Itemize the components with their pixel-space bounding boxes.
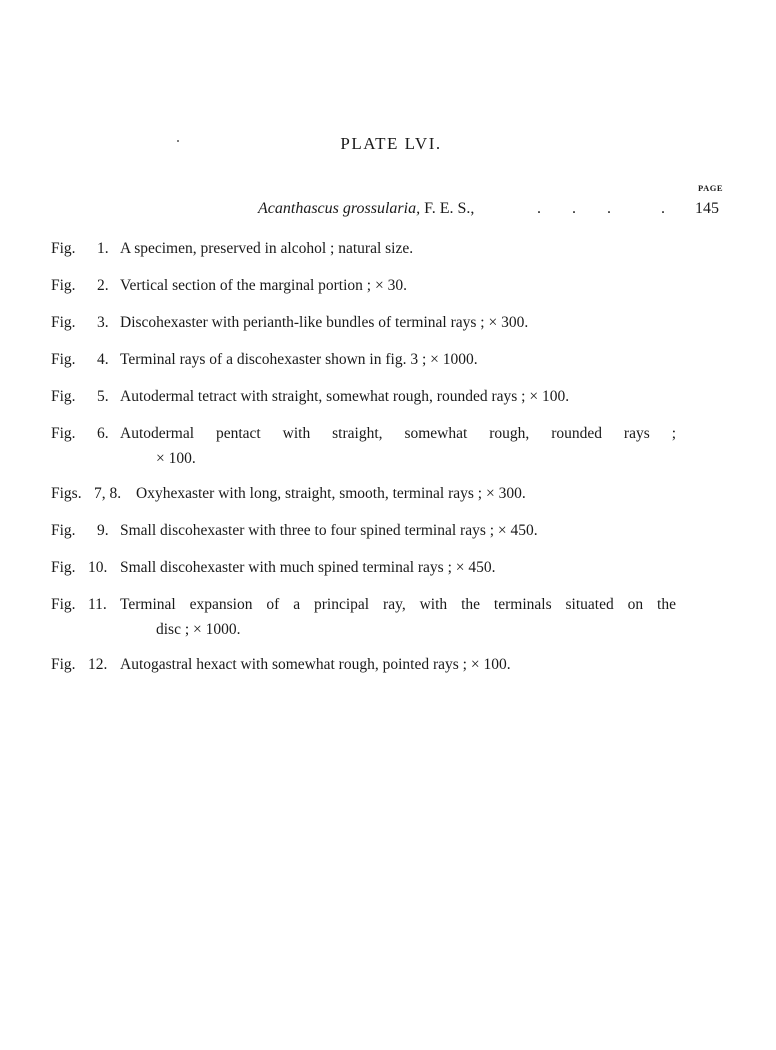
figure-number: 4. (97, 351, 109, 368)
figure-description: Discohexaster with perianth-like bundles of terminal rays ; × 300. (120, 314, 529, 331)
species-name-italic: Acanthascus grossularia, (258, 200, 421, 217)
leader-dot: . (661, 200, 665, 217)
figure-number: 12. (88, 656, 108, 673)
figure-caption (0, 384, 776, 409)
species-author: F. E. S., (420, 200, 475, 217)
plate-title: PLATE LVI. (340, 134, 442, 153)
leader-dot: . (537, 200, 541, 217)
figure-caption (0, 310, 776, 335)
figure-number: 2. (97, 277, 109, 294)
species-name (258, 200, 474, 218)
figure-description: Terminal rays of a discohexaster shown in fig. 3 ; × 1000. (120, 351, 478, 368)
figure-caption (0, 481, 776, 506)
figure-number: 7, 8. (94, 485, 122, 502)
figure-description: Small discohexaster with three to four spined terminal rays ; × 450. (120, 522, 538, 539)
figure-caption (0, 347, 776, 372)
figure-number: 1. (97, 240, 109, 257)
figure-description: Vertical section of the marginal portion ; × 30. (120, 277, 407, 294)
figure-description-continued: disc ; × 1000. (156, 621, 241, 638)
figure-number: 10. (88, 559, 108, 576)
figure-description: Oxyhexaster with long, straight, smooth, terminal rays ; × 300. (136, 485, 526, 502)
figure-label: Fig. (51, 388, 76, 405)
figure-description: Small discohexaster with much spined terminal rays ; × 450. (120, 559, 496, 576)
figure-description: Terminal expansion of a principal ray, with the terminals situated on the (120, 596, 676, 613)
figure-caption-list (0, 236, 776, 689)
figure-label: Fig. (51, 425, 76, 442)
figure-label: Fig. (51, 277, 76, 294)
figure-description-continued: × 100. (156, 450, 196, 467)
figure-label: Fig. (51, 314, 76, 331)
figure-number: 3. (97, 314, 109, 331)
page-column-label: PAGE (698, 183, 723, 193)
figure-caption (0, 236, 776, 261)
figure-label: Fig. (51, 656, 76, 673)
leader-dot: . (572, 200, 576, 217)
figure-caption (0, 421, 776, 471)
figure-caption (0, 592, 776, 642)
figure-description: A specimen, preserved in alcohol ; natural size. (120, 240, 414, 257)
figure-label: Fig. (51, 596, 76, 613)
figure-description: Autogastral hexact with somewhat rough, pointed rays ; × 100. (120, 656, 511, 673)
species-page-number: 145 (695, 200, 719, 217)
figure-label: Fig. (51, 240, 76, 257)
figure-caption (0, 555, 776, 580)
figure-description: Autodermal pentact with straight, somewhat rough, rounded rays ; (120, 425, 676, 442)
figure-description: Autodermal tetract with straight, somewhat rough, rounded rays ; × 100. (120, 388, 570, 405)
figure-label: Figs. (51, 485, 82, 502)
figure-number: 5. (97, 388, 109, 405)
figure-number: 11. (88, 596, 107, 613)
figure-number: 6. (97, 425, 109, 442)
figure-caption (0, 652, 776, 677)
figure-number: 9. (97, 522, 109, 539)
leader-dot: . (607, 200, 611, 217)
figure-label: Fig. (51, 522, 76, 539)
figure-caption (0, 518, 776, 543)
figure-caption (0, 273, 776, 298)
figure-label: Fig. (51, 559, 76, 576)
figure-label: Fig. (51, 351, 76, 368)
